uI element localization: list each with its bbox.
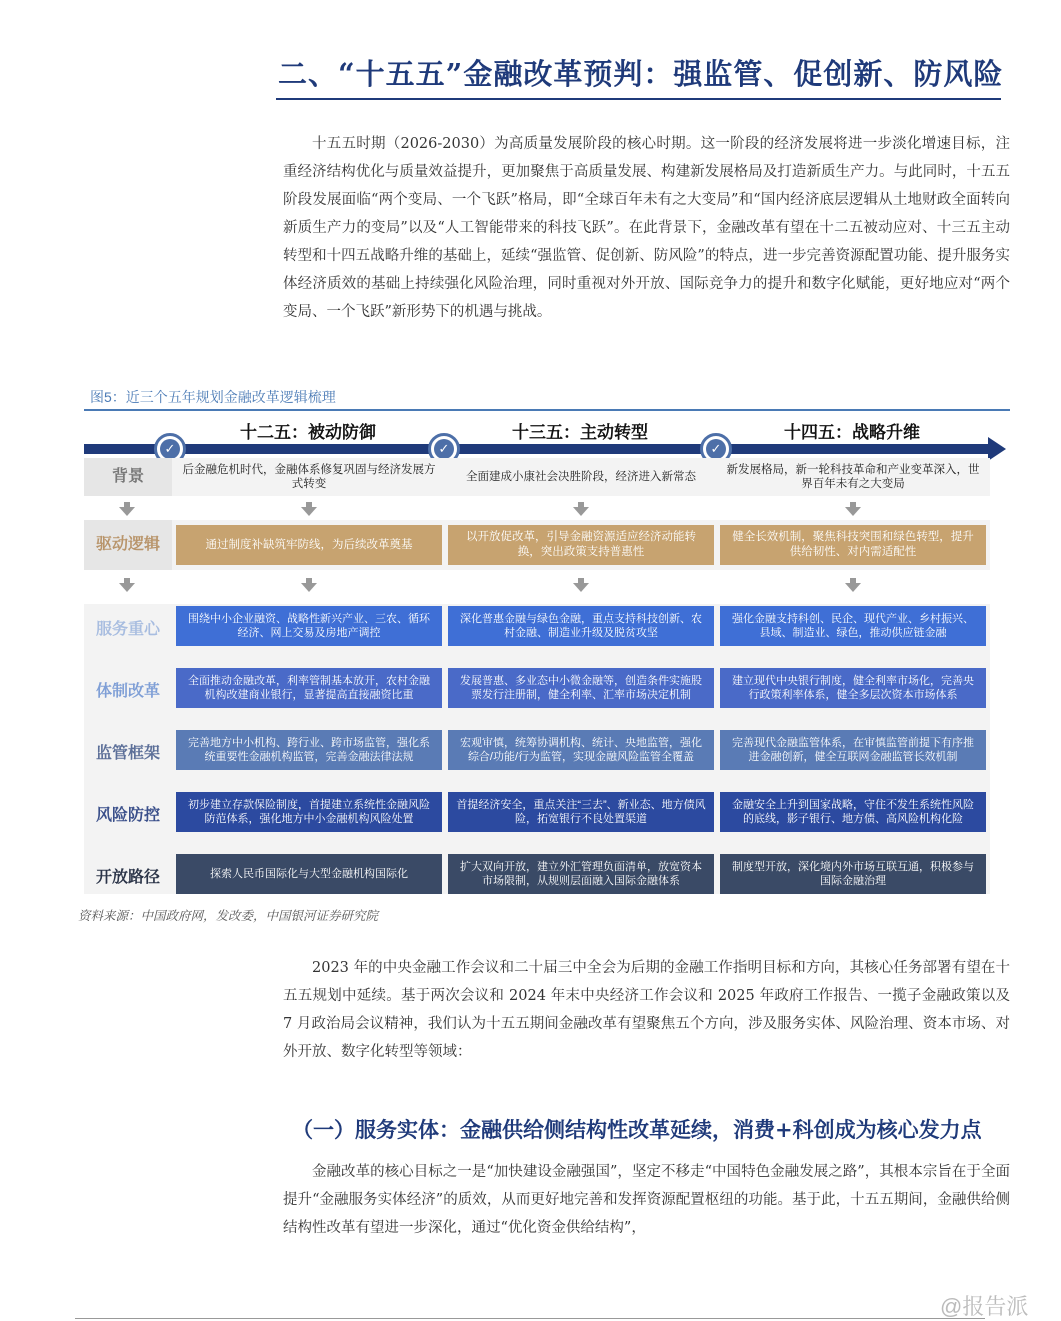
- cell-risk-13th: 首提经济安全，重点关注“三去”、新业态、地方债风险，拓宽银行不良处置渠道: [448, 792, 714, 832]
- heading-underline: [276, 98, 1001, 100]
- cell-opening-12th: 探索人民币国际化与大型金融机构国际化: [176, 854, 442, 894]
- figure-source: 资料来源：中国政府网，发改委，中国银河证券研究院: [78, 908, 379, 923]
- driver-cell-14th: 健全长效机制，聚焦科技突围和绿色转型，提升供给韧性、对内需适配性: [720, 525, 986, 565]
- cell-regulation-12th: 完善地方中小机构、跨行业、跨市场监管，强化系统重要性金融机构监管，完善金融法律法规: [176, 730, 442, 770]
- cell-service-14th: 强化金融支持科创、民企、现代产业、乡村振兴、县域、制造业、绿色，推动供应链金融: [720, 606, 986, 646]
- background-cell-12th: 后金融危机时代，金融体系修复巩固与经济发展方式转变: [182, 464, 436, 490]
- background-cell-13th: 全面建成小康社会决胜阶段，经济进入新常态: [466, 471, 696, 483]
- paragraph-three: 金融改革的核心目标之一是“加快建设金融强国”，坚定不移走“中国特色金融发展之路”，其根本宗旨在于全面提升“金融服务实体经济”的质效，从而更好地完善和发挥资源配置枢纽的功能。基于此，十五五期间，金融供给侧结构性改革有望进一步深化，通过“优化资金供给结构”，: [283, 1164, 1010, 1236]
- check-circle-icon: ✓: [154, 433, 186, 465]
- cell-institution-14th: 建立现代中央银行制度，健全利率市场化，完善央行政策利率体系，健全多层次资本市场体系: [720, 668, 986, 708]
- down-arrow-icon: [573, 507, 589, 516]
- row-label-opening: 开放路径: [95, 869, 160, 886]
- sub-heading: （一）服务实体：金融供给侧结构性改革延续，消费+科创成为核心发力点: [292, 1117, 982, 1142]
- down-arrow-icon: [845, 583, 861, 592]
- intro-paragraph: 十五五时期（2026-2030）为高质量发展阶段的核心时期。这一阶段的经济发展将进一步淡化增速目标，注重经济结构优化与质量效益提升，更加聚焦于高质量发展、构建新发展格局及打造新质生产力。与此同时，十五五阶段发展面临“两个变局、一个飞跃”格局，即“全球百年未有之大变局”和“国内经济底层逻辑从土地财政全面转向新质生产力的变局”以及“人工智能带来的科技飞跃”。在此背景下，金融改革有望在十二五被动应对、十三五主动转型和十四五战略升维的基础上，延续“强监管、促创新、防风险”的特点，进一步完善资源配置功能、提升服务实体经济质效的基础上持续强化风险治理，同时重视对外开放、国际竞争力的提升和数字化赋能，更好地应对“两个变局、一个飞跃”新形势下的机遇与挑战。: [283, 136, 1010, 320]
- down-arrow-icon: [573, 583, 589, 592]
- row-label-institution: 体制改革: [95, 683, 160, 700]
- cell-service-13th: 深化普惠金融与绿色金融，重点支持科技创新、农村金融、制造业升级及脱贫攻坚: [448, 606, 714, 646]
- row-label-risk: 风险防控: [95, 807, 160, 824]
- phase-title-12th: 十二五：被动防御: [240, 423, 376, 442]
- timeline-bar: [84, 444, 990, 454]
- background-label: 背景: [84, 458, 172, 496]
- cell-service-12th: 围绕中小企业融资、战略性新兴产业、三农、循环经济、网上交易及房地产调控: [176, 606, 442, 646]
- phase-title-13th: 十三五：主动转型: [512, 423, 648, 442]
- down-arrow-icon: [119, 583, 135, 592]
- row-label-regulation: 监管框架: [95, 745, 160, 762]
- down-arrow-icon: [301, 507, 317, 516]
- section-heading: 二、“十五五”金融改革预判：强监管、促创新、防风险: [278, 57, 1004, 91]
- down-arrow-icon: [119, 507, 135, 516]
- cell-regulation-13th: 宏观审慎，统筹协调机构、统计、央地监管，强化综合/功能/行为监管，实现金融风险监管全覆盖: [448, 730, 714, 770]
- cell-risk-12th: 初步建立存款保险制度，首提建立系统性金融风险防范体系，强化地方中小金融机构风险处置: [176, 792, 442, 832]
- check-circle-icon: ✓: [700, 433, 732, 465]
- cell-opening-14th: 制度型开放，深化境内外市场互联互通，积极参与国际金融治理: [720, 854, 986, 894]
- reform-logic-figure: [84, 412, 1010, 902]
- paragraph-two: 2023 年的中央金融工作会议和二十届三中全会为后期的金融工作指明目标和方向，其核心任务部署有望在十五五规划中延续。基于两次会议和 2024 年末中央经济工作会议和 2025 年政府工作报告、一揽子金融政策以及 7 月政治局会议精神，我们认为十五五期间金融改革有望聚焦五个方向，涉及服务实体、风险治理、资本市场、对外开放、数字化转型等领域：: [283, 960, 1010, 1060]
- row-label-service: 服务重心: [95, 621, 160, 638]
- cell-institution-13th: 发展普惠、多业态中小微金融等，创造条件实施股票发行注册制，健全利率、汇率市场决定机制: [448, 668, 714, 708]
- driver-cell-13th: 以开放促改革，引导金融资源适应经济动能转换，突出政策支持普惠性: [448, 525, 714, 565]
- down-arrow-icon: [845, 507, 861, 516]
- watermark: @报告派: [940, 1294, 1029, 1319]
- cell-regulation-14th: 完善现代金融监管体系，在审慎监管前提下有序推进金融创新，健全互联网金融监管长效机制: [720, 730, 986, 770]
- phase-title-14th: 十四五：战略升维: [784, 423, 920, 442]
- check-circle-icon: ✓: [428, 433, 460, 465]
- cell-institution-12th: 全面推动金融改革，利率管制基本放开，农村金融机构改建商业银行，显著提高直接融资比重: [176, 668, 442, 708]
- figure-title-rule: [84, 409, 1010, 411]
- cell-opening-13th: 扩大双向开放，建立外汇管理负面清单，放宽资本市场限制，从规则层面融入国际金融体系: [448, 854, 714, 894]
- background-cell-14th: 新发展格局，新一轮科技革命和产业变革深入，世界百年未有之大变局: [726, 464, 980, 490]
- driver-label: 驱动逻辑: [84, 520, 172, 570]
- figure-title: 图5：近三个五年规划金融改革逻辑梳理: [90, 389, 336, 405]
- footer-rule: [75, 1318, 985, 1319]
- down-arrow-icon: [301, 583, 317, 592]
- cell-risk-14th: 金融安全上升到国家战略，守住不发生系统性风险的底线，影子银行、地方债、高风险机构化险: [720, 792, 986, 832]
- timeline-arrowhead: [988, 437, 1006, 461]
- driver-cell-12th: 通过制度补缺筑牢防线，为后续改革奠基: [176, 525, 442, 565]
